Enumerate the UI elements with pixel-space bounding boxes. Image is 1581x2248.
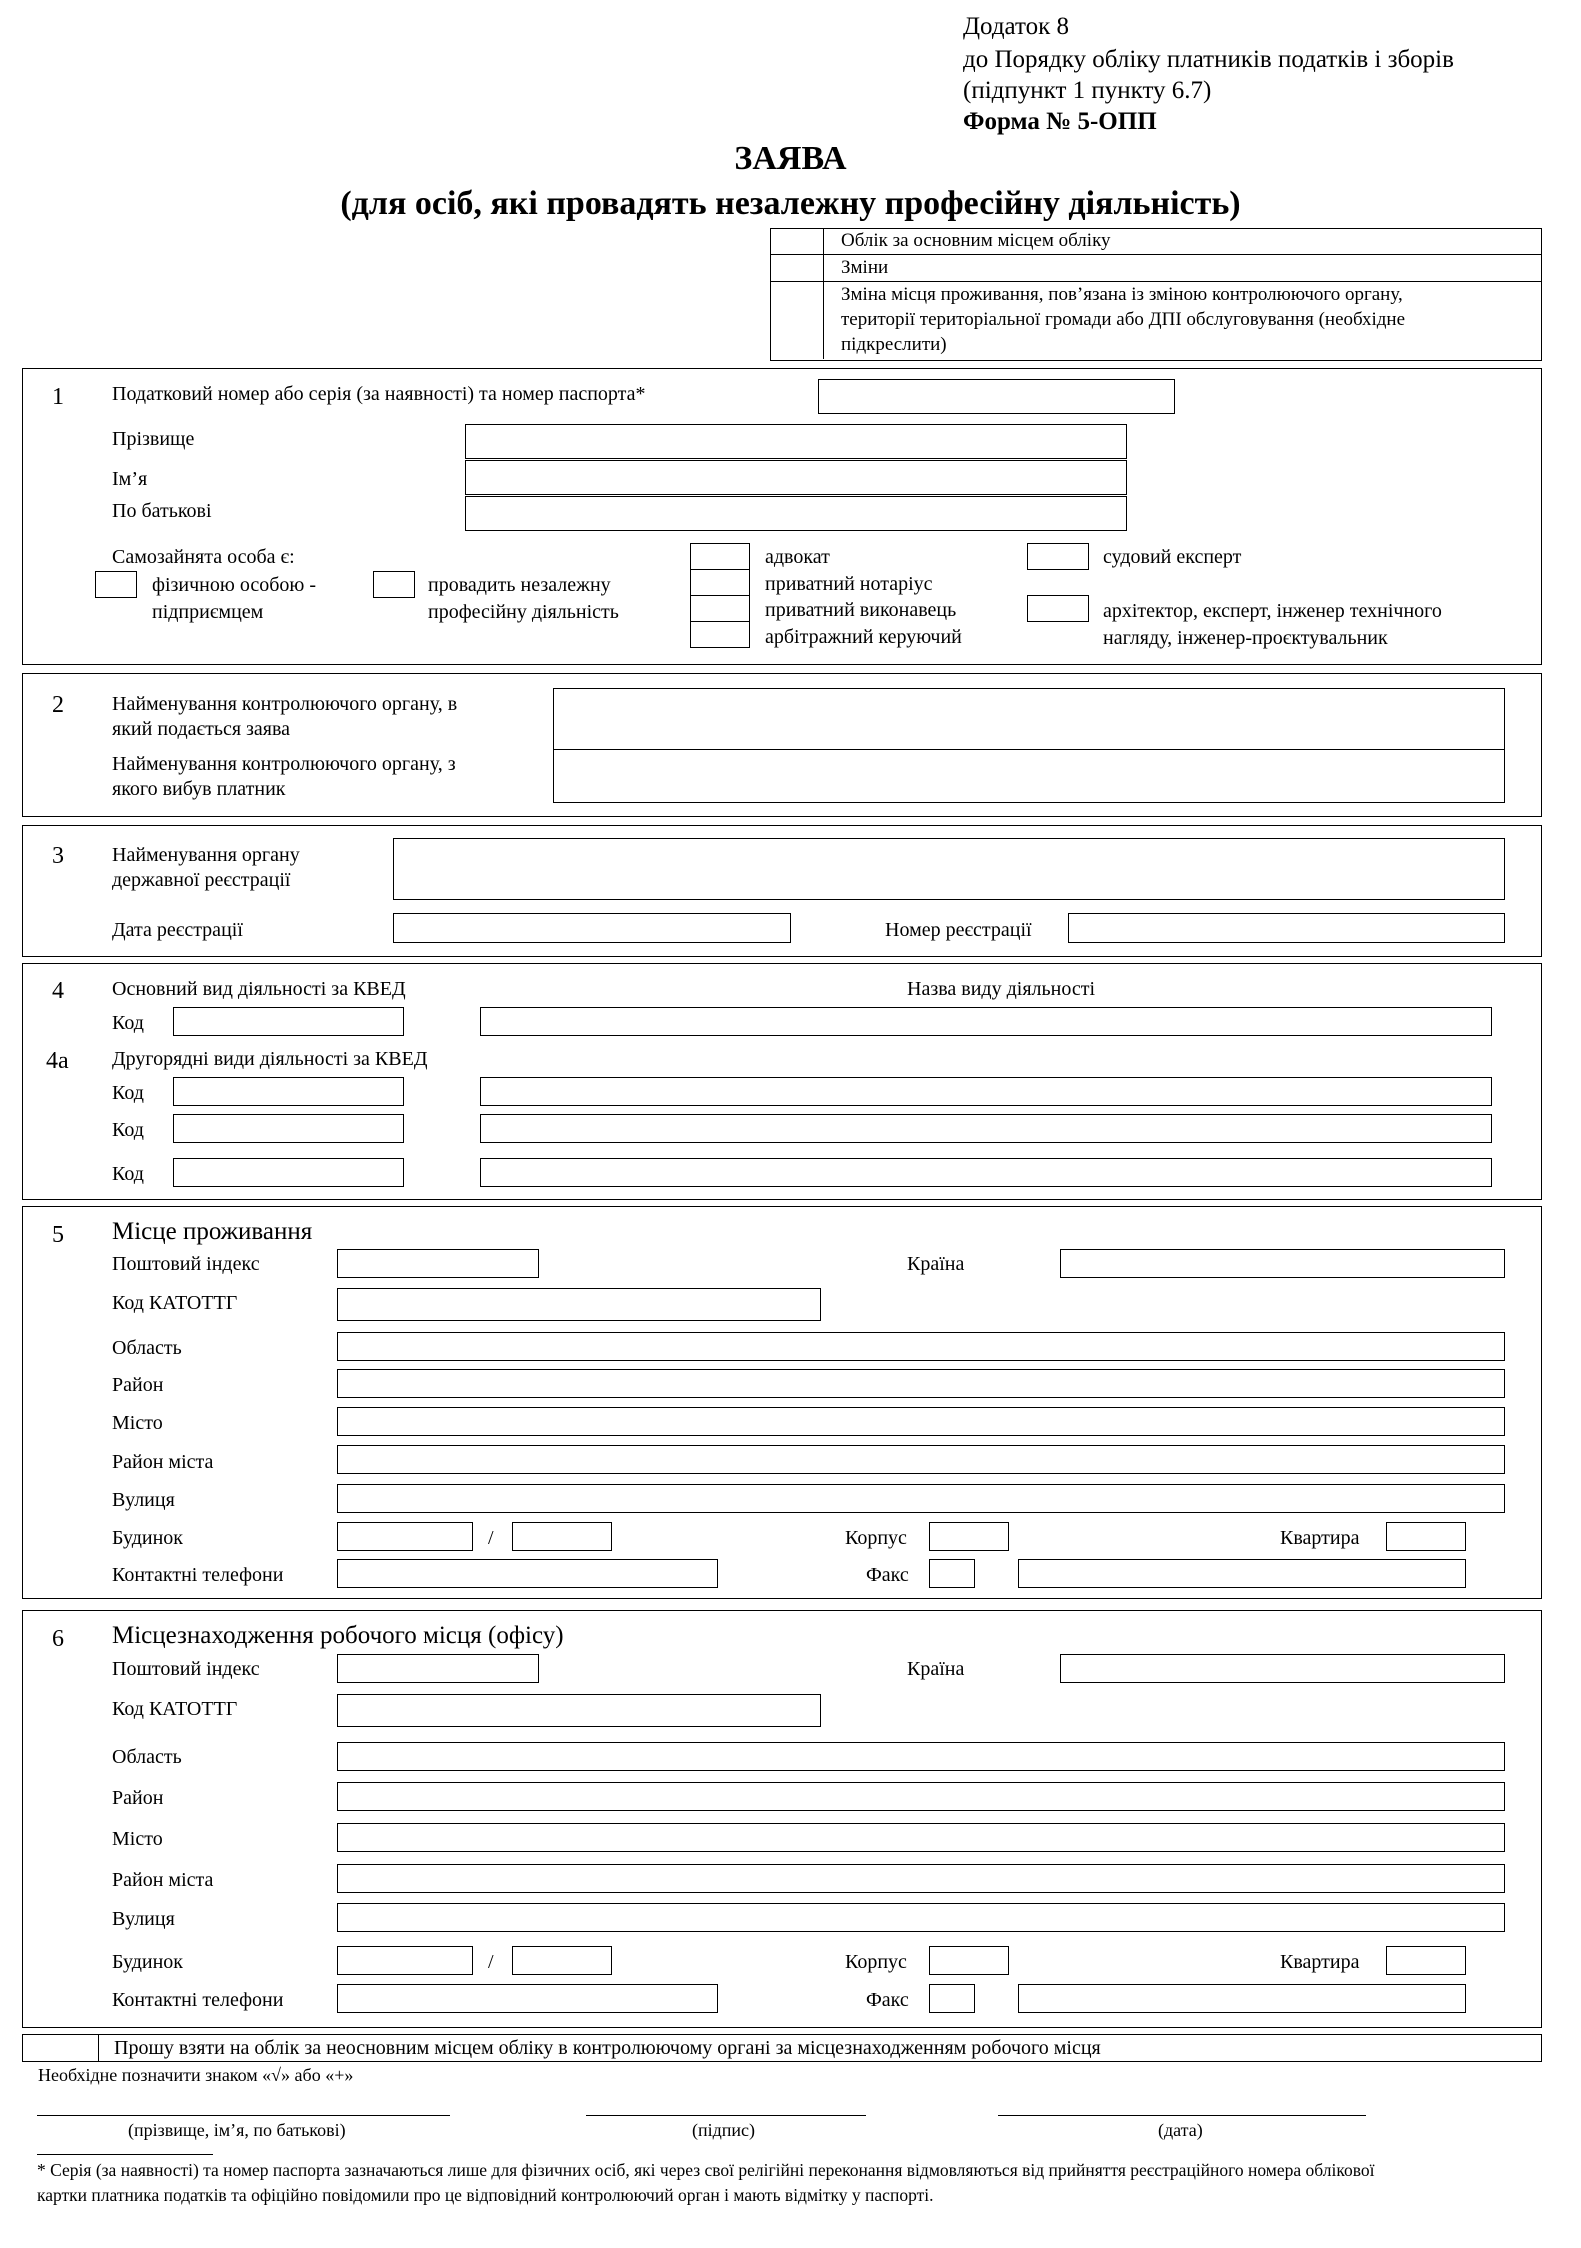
main-registration-checkbox[interactable] [771,229,823,254]
patronymic-label: По батькові [112,500,212,522]
secondary-code-field-3[interactable] [173,1158,404,1187]
independent-activity-checkbox[interactable] [373,571,415,598]
changes-checkbox[interactable] [771,255,823,280]
registration-date-label: Дата реєстрації [112,919,243,941]
secondary-code-field-1[interactable] [173,1077,404,1106]
secondary-activity-name-field-3[interactable] [480,1158,1492,1187]
activity-name-label: Назва виду діяльності [907,978,1096,1000]
section-5-number: 5 [52,1222,64,1248]
judicial-expert-checkbox[interactable] [1027,543,1089,570]
registration-authority-field[interactable] [393,838,1505,900]
secondary-code-label-2: Код [112,1119,144,1141]
s6-region-field[interactable] [337,1742,1505,1771]
section-3-number: 3 [52,843,64,869]
judicial-expert-label: судовий експерт [1103,546,1242,568]
footnote-line-2: картки платника податків та офіційно повідомили про це відповідний контролюючий орган і мають відмітку у паспорті. [37,2185,934,2205]
registration-number-field[interactable] [1068,913,1505,943]
main-code-field[interactable] [173,1007,404,1036]
s5-fax-label: Факс [866,1564,909,1586]
s5-phones-label: Контактні телефони [112,1564,284,1586]
s6-apartment-label: Квартира [1280,1951,1360,1973]
lawyer-label: адвокат [765,546,830,568]
signature-line[interactable] [586,2115,866,2116]
main-kved-label: Основний вид діяльності за КВЕД [112,978,406,1000]
s6-katottg-field[interactable] [337,1694,821,1727]
office-title: Місцезнаходження робочого місця (офісу) [112,1622,564,1649]
annex-label: Додаток 8 [963,13,1069,40]
s5-city-field[interactable] [337,1407,1505,1436]
independent-activity-label-2: професійну діяльність [428,601,619,623]
s5-postal-label: Поштовий індекс [112,1253,260,1275]
date-caption: (дата) [1158,2120,1203,2140]
tax-authority-to-label-1: Найменування контролюючого органу, в [112,693,458,715]
tax-authority-to-field[interactable] [554,689,1504,749]
document-subtitle: (для осіб, які провадять незалежну професійну діяльність) [340,185,1241,222]
order-label: до Порядку обліку платників податків і зборів [963,46,1454,73]
changes-label: Зміни [841,257,889,278]
surname-field[interactable] [465,424,1127,459]
section-1-number: 1 [52,384,64,410]
s6-city-field[interactable] [337,1823,1505,1852]
s6-region-label: Область [112,1746,182,1768]
main-registration-label: Облік за основним місцем обліку [841,230,1111,251]
section-4-number: 4 [52,978,64,1004]
registration-type-table [770,228,1542,361]
s5-katottg-field[interactable] [337,1288,821,1321]
form-number: Форма № 5-ОПП [963,108,1157,135]
s6-phones-label: Контактні телефони [112,1989,284,2011]
surname-label: Прізвище [112,428,195,450]
secondary-code-label-3: Код [112,1163,144,1185]
section-2-number: 2 [52,692,64,718]
independent-activity-label-1: провадить незалежну [428,574,611,596]
secondary-activity-name-field-2[interactable] [480,1114,1492,1143]
s5-phones-field[interactable] [337,1559,718,1588]
s6-phones-field[interactable] [337,1984,718,2013]
signature-caption: (підпис) [692,2120,756,2140]
tax-authority-to-label-2: який подається заява [112,718,291,740]
main-activity-name-field[interactable] [480,1007,1492,1036]
arbitration-label: арбітражний керуючий [765,626,962,648]
s5-postal-field[interactable] [337,1249,539,1278]
s5-fax-field[interactable] [1018,1559,1466,1588]
document-title: ЗАЯВА [734,140,847,177]
mark-note: Необхідне позначити знаком «√» або «+» [38,2065,354,2085]
tax-number-field[interactable] [818,379,1175,414]
s6-house-field[interactable] [337,1946,473,1975]
s6-house-label: Будинок [112,1951,184,1973]
registration-authority-label-2: державної реєстрації [112,869,291,891]
notary-checkbox[interactable] [690,569,750,596]
date-signature-line[interactable] [998,2115,1366,2116]
executor-label: приватний виконавець [765,599,957,621]
s5-city-label: Місто [112,1412,163,1434]
s5-building-label: Корпус [845,1527,907,1549]
s5-apartment-label: Квартира [1280,1527,1360,1549]
s5-country-label: Країна [907,1253,965,1275]
s6-house-fraction-field[interactable] [512,1946,612,1975]
s5-house-fraction-field[interactable] [512,1522,612,1551]
request-checkbox[interactable] [23,2035,99,2061]
architect-label-2: нагляду, інженер-проєктувальник [1103,627,1388,649]
tax-authority-fields [553,688,1505,803]
s5-city-district-label: Район міста [112,1451,214,1473]
s5-katottg-label: Код КАТОТТГ [112,1292,238,1314]
secondary-code-field-2[interactable] [173,1114,404,1143]
s6-city-district-field[interactable] [337,1864,1505,1893]
change-residence-label-2: території територіальної громади або ДПІ обслуговування (необхідне [841,309,1406,330]
change-residence-label-3: підкреслити) [841,334,947,355]
registration-authority-label-1: Найменування органу [112,844,300,866]
name-field[interactable] [465,460,1127,495]
notary-label: приватний нотаріус [765,573,933,595]
request-label: Прошу взяти на облік за неосновним місцем обліку в контролюючому органі за місцезнаходженням робочого місця [114,2037,1101,2059]
registration-date-field[interactable] [393,913,791,943]
section-4a-number: 4а [46,1048,69,1074]
s5-building-field[interactable] [929,1522,1009,1551]
patronymic-field[interactable] [465,496,1127,531]
s6-postal-field[interactable] [337,1654,539,1683]
s5-district-field[interactable] [337,1369,1505,1398]
residence-title: Місце проживання [112,1218,313,1245]
s6-city-label: Місто [112,1828,163,1850]
s6-district-field[interactable] [337,1782,1505,1811]
self-employed-label: Самозайнята особа є: [112,546,295,568]
s6-slash: / [488,1951,494,1973]
tax-authority-from-label-2: якого вибув платник [112,778,286,800]
s5-street-field[interactable] [337,1484,1505,1513]
s5-fax-code-field[interactable] [929,1559,975,1588]
s6-building-field[interactable] [929,1946,1009,1975]
s6-fax-label: Факс [866,1989,909,2011]
s6-postal-label: Поштовий індекс [112,1658,260,1680]
tax-authority-from-label-1: Найменування контролюючого органу, з [112,753,456,775]
lawyer-checkbox[interactable] [690,543,750,570]
footnote-separator [37,2154,213,2155]
s5-slash: / [488,1527,494,1549]
main-code-label: Код [112,1012,144,1034]
s5-country-field[interactable] [1060,1249,1505,1278]
clause-label: (підпункт 1 пункту 6.7) [963,77,1212,104]
s6-apartment-field[interactable] [1386,1946,1466,1975]
s5-house-label: Будинок [112,1527,184,1549]
name-label: Ім’я [112,468,148,490]
s5-region-label: Область [112,1337,182,1359]
fop-label-2: підприємцем [152,601,264,623]
s6-fax-code-field[interactable] [929,1984,975,2013]
s5-house-field[interactable] [337,1522,473,1551]
s5-street-label: Вулиця [112,1489,175,1511]
architect-checkbox[interactable] [1027,595,1089,622]
footnote-line-1: * Серія (за наявності) та номер паспорта зазначаються лише для фізичних осіб, які через свої релігійні переконання відмовляються від прийняття реєстраційного номера облікової [37,2160,1375,2180]
architect-label-1: архітектор, експерт, інженер технічного [1103,600,1442,622]
s6-building-label: Корпус [845,1951,907,1973]
secondary-activity-name-field-1[interactable] [480,1077,1492,1106]
section-6-number: 6 [52,1626,64,1652]
s6-street-label: Вулиця [112,1908,175,1930]
registration-number-label: Номер реєстрації [885,919,1032,941]
s6-country-label: Країна [907,1658,965,1680]
change-residence-label-1: Зміна місця проживання, пов’язана із зміною контролюючого органу, [841,284,1403,305]
s6-street-field[interactable] [337,1903,1505,1932]
fop-checkbox[interactable] [95,571,137,598]
fop-label-1: фізичною особою - [152,574,316,596]
s5-city-district-field[interactable] [337,1445,1505,1474]
tax-number-label: Податковий номер або серія (за наявності) та номер паспорта* [112,383,646,405]
s5-region-field[interactable] [337,1332,1505,1361]
name-signature-caption: (прізвище, ім’я, по батькові) [128,2120,346,2140]
s6-fax-field[interactable] [1018,1984,1466,2013]
secondary-kved-label: Другорядні види діяльності за КВЕД [112,1048,428,1070]
change-residence-checkbox[interactable] [771,282,823,359]
s6-country-field[interactable] [1060,1654,1505,1683]
s5-apartment-field[interactable] [1386,1522,1466,1551]
name-signature-line[interactable] [37,2115,450,2116]
arbitration-checkbox[interactable] [690,621,750,648]
s6-district-label: Район [112,1787,164,1809]
tax-authority-from-field[interactable] [554,750,1504,802]
s6-city-district-label: Район міста [112,1869,214,1891]
s6-katottg-label: Код КАТОТТГ [112,1698,238,1720]
s5-district-label: Район [112,1374,164,1396]
secondary-code-label-1: Код [112,1082,144,1104]
executor-checkbox[interactable] [690,595,750,622]
